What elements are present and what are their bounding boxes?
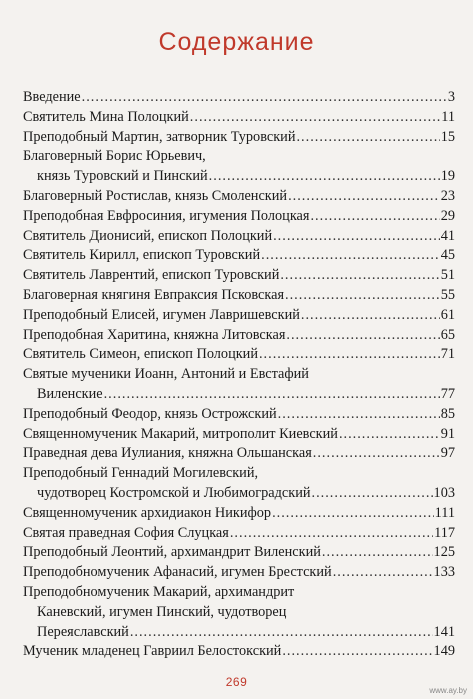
toc-entry-title: Святая праведная София Слуцкая bbox=[23, 524, 229, 541]
toc-entry-line bbox=[23, 603, 455, 623]
toc-entry-line bbox=[23, 286, 455, 306]
toc-entry-title: Святитель Дионисий, епископ Полоцкий bbox=[23, 227, 273, 244]
toc-entry-page: 71 bbox=[440, 346, 455, 363]
toc-entry-title: Благоверная княгиня Евпраксия Псковская bbox=[23, 286, 285, 303]
toc-entry-title: Священномученик архидиакон Никифор bbox=[23, 504, 272, 521]
toc-entry-line bbox=[23, 187, 455, 207]
toc-entry-page: 141 bbox=[433, 623, 455, 640]
toc-entry bbox=[23, 405, 455, 425]
toc-entry-title: Преподобная Харитина, княжна Литовская bbox=[23, 326, 286, 343]
toc-entry-page: 77 bbox=[440, 385, 455, 402]
toc-entry-title: Виленские bbox=[37, 385, 103, 402]
dot-leader bbox=[82, 88, 447, 108]
toc-entry bbox=[23, 187, 455, 207]
toc-entry-page: 111 bbox=[434, 504, 455, 521]
dot-leader bbox=[296, 128, 439, 148]
toc-entry-page: 19 bbox=[440, 168, 455, 185]
toc-entry-page: 45 bbox=[440, 247, 455, 264]
toc-entry-title: Преподобная Евфросиния, игумения Полоцкая bbox=[23, 207, 310, 224]
dot-leader bbox=[310, 207, 439, 227]
dot-leader bbox=[273, 227, 440, 247]
toc-entry bbox=[23, 147, 455, 187]
toc-entry bbox=[23, 425, 455, 445]
dot-leader bbox=[322, 543, 433, 563]
toc-entry bbox=[23, 207, 455, 227]
toc-entry-page: 85 bbox=[440, 405, 455, 422]
toc-entry-line bbox=[23, 306, 455, 326]
dot-leader bbox=[312, 484, 433, 504]
toc-entry-title: Каневский, игумен Пинский, чудотворец bbox=[37, 603, 287, 620]
toc-entry-line bbox=[23, 405, 455, 425]
toc-entry bbox=[23, 444, 455, 464]
toc-entry-title: князь Туровский и Пинский bbox=[37, 168, 208, 185]
toc-entry bbox=[23, 286, 455, 306]
toc-entry-page: 91 bbox=[440, 425, 455, 442]
toc-entry bbox=[23, 108, 455, 128]
toc-entry-title: Благоверный Ростислав, князь Смоленский bbox=[23, 187, 288, 204]
dot-leader bbox=[285, 286, 440, 306]
toc-entry-line bbox=[23, 543, 455, 563]
dot-leader bbox=[261, 246, 440, 266]
toc-entry-page: 23 bbox=[440, 187, 455, 204]
toc-entry-title: Святитель Лаврентий, епископ Туровский bbox=[23, 267, 280, 284]
toc-entry-title: Переяславский bbox=[37, 623, 129, 640]
dot-leader bbox=[313, 444, 440, 464]
toc-entry bbox=[23, 266, 455, 286]
dot-leader bbox=[301, 306, 440, 326]
toc-entry-page: 15 bbox=[440, 128, 455, 145]
toc-entry-line bbox=[23, 88, 455, 108]
toc-entry bbox=[23, 306, 455, 326]
toc-entry-title: Святитель Кирилл, епископ Туровский bbox=[23, 247, 261, 264]
toc-entry-page: 29 bbox=[440, 207, 455, 224]
toc-entry-title: Преподобный Мартин, затворник Туровский bbox=[23, 128, 296, 145]
toc-entry bbox=[23, 227, 455, 247]
dot-leader bbox=[286, 326, 439, 346]
toc-entry bbox=[23, 326, 455, 346]
toc-entry bbox=[23, 642, 455, 662]
toc-entry-line bbox=[23, 464, 455, 484]
toc-entry-page: 55 bbox=[440, 286, 455, 303]
toc-entry-line bbox=[23, 147, 455, 167]
dot-leader bbox=[333, 563, 433, 583]
toc-entry-line bbox=[23, 365, 455, 385]
toc-entry-line bbox=[23, 108, 455, 128]
toc-entry-page: 61 bbox=[440, 306, 455, 323]
toc-entry-title: Преподобный Геннадий Могилевский, bbox=[23, 465, 259, 482]
toc-entry-line bbox=[23, 583, 455, 603]
toc-entry bbox=[23, 88, 455, 108]
toc-entry bbox=[23, 524, 455, 544]
toc-entry-line bbox=[23, 128, 455, 148]
dot-leader bbox=[288, 187, 440, 207]
dot-leader bbox=[278, 405, 440, 425]
dot-leader bbox=[130, 623, 433, 643]
toc-entry-page: 133 bbox=[433, 564, 455, 581]
toc-entry bbox=[23, 583, 455, 642]
page-number: 269 bbox=[225, 675, 248, 689]
toc-entry-page: 51 bbox=[440, 267, 455, 284]
dot-leader bbox=[280, 266, 439, 286]
toc-entry-line bbox=[23, 524, 455, 544]
toc-entry-title: Преподобномученик Афанасий, игумен Брестский bbox=[23, 564, 332, 581]
toc-entry-page: 149 bbox=[433, 643, 455, 660]
toc-entry bbox=[23, 543, 455, 563]
toc-entry-line bbox=[23, 563, 455, 583]
toc-entry bbox=[23, 128, 455, 148]
toc-entry-title: Преподобномученик Макарий, архимандрит bbox=[23, 583, 295, 600]
dot-leader bbox=[209, 167, 440, 187]
dot-leader bbox=[282, 642, 432, 662]
toc-entry-page: 3 bbox=[447, 89, 455, 105]
toc-entry-title: Праведная дева Иулиания, княжна Ольшанская bbox=[23, 445, 312, 462]
toc-entry-line bbox=[23, 642, 455, 662]
toc-entry-title: Святитель Мина Полоцкий bbox=[23, 108, 189, 125]
watermark: www.ay.by bbox=[429, 686, 467, 695]
toc-entry-title: Святые мученики Иоанн, Антоний и Евстафий bbox=[23, 366, 309, 383]
toc-entry-title: Святитель Симеон, епископ Полоцкий bbox=[23, 346, 258, 363]
toc-entry-line bbox=[23, 345, 455, 365]
dot-leader bbox=[190, 108, 440, 128]
toc-entry-line bbox=[23, 207, 455, 227]
toc-entry-line bbox=[23, 623, 455, 643]
toc-entry-line bbox=[23, 266, 455, 286]
dot-leader bbox=[230, 524, 433, 544]
toc-entry-line bbox=[23, 504, 455, 524]
toc-entry-title: Преподобный Елисей, игумен Лавришевский bbox=[23, 306, 300, 323]
dot-leader bbox=[339, 425, 440, 445]
toc-entry bbox=[23, 464, 455, 504]
dot-leader bbox=[104, 385, 440, 405]
toc-entry-line bbox=[23, 227, 455, 247]
toc-entry-page: 117 bbox=[434, 524, 455, 541]
dot-leader bbox=[259, 345, 440, 365]
toc-entry-line bbox=[23, 484, 455, 504]
toc-entry-title: Мученик младенец Гавриил Белостокский bbox=[23, 643, 282, 660]
toc-entry-page: 11 bbox=[441, 108, 455, 125]
toc-entry bbox=[23, 365, 455, 405]
toc-entry bbox=[23, 504, 455, 524]
toc-entry-line bbox=[23, 425, 455, 445]
toc-entry bbox=[23, 563, 455, 583]
toc-entry-line bbox=[23, 444, 455, 464]
toc-entry-page: 125 bbox=[433, 544, 455, 561]
toc-entry-title: Преподобный Феодор, князь Острожский bbox=[23, 405, 277, 422]
dot-leader bbox=[272, 504, 434, 524]
toc-entry-line bbox=[23, 167, 455, 187]
toc-entry-title: Священномученик Макарий, митрополит Киевский bbox=[23, 425, 338, 442]
toc-entry-line bbox=[23, 326, 455, 346]
toc-entry-title: чудотворец Костромской и Любимоградский bbox=[37, 484, 311, 501]
toc-entry-title: Введение bbox=[23, 89, 81, 105]
toc-entry-title: Преподобный Леонтий, архимандрит Виленский bbox=[23, 544, 321, 561]
toc-entry-line bbox=[23, 385, 455, 405]
toc-entry-title: Благоверный Борис Юрьевич, bbox=[23, 148, 206, 165]
toc-entry-page: 65 bbox=[440, 326, 455, 343]
page-title: Содержание bbox=[158, 28, 315, 56]
toc-entry-page: 97 bbox=[440, 445, 455, 462]
table-of-contents bbox=[23, 88, 455, 662]
toc-entry bbox=[23, 345, 455, 365]
toc-entry-page: 41 bbox=[440, 227, 455, 244]
toc-entry bbox=[23, 246, 455, 266]
toc-entry-line bbox=[23, 246, 455, 266]
toc-entry-page: 103 bbox=[433, 484, 455, 501]
